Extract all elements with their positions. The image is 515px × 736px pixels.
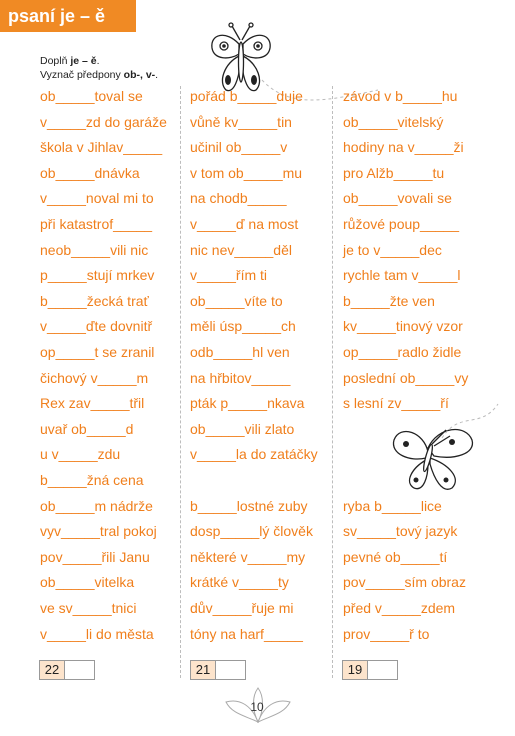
exercise-item: dův_____řuje mi [190,600,294,616]
exercise-item: kv_____tinový vzor [343,318,463,335]
exercise-item: pro Alžb_____tu [343,164,445,181]
exercise-item: pevné ob_____tí [343,548,448,565]
exercise-item: pořád b_____duje [190,88,303,104]
exercise-item: hodiny na v_____ži [343,139,464,156]
exercise-item: p_____stují mrkev [40,267,155,284]
instruction-line-1: Doplň je – ě. [40,55,100,67]
exercise-item: op_____t se zranil [40,344,155,360]
exercise-item: ob_____vitelský [343,113,444,130]
exercise-item: před v_____zdem [343,600,456,616]
exercise-item: pov_____sím obraz [343,574,466,591]
exercise-item: b_____lostné zuby [190,497,308,514]
exercise-item: krátké v_____ty [190,574,289,591]
exercise-item: ve sv_____tnici [40,600,137,616]
exercise-item: ob_____víte to [190,292,283,309]
score-input-box[interactable] [65,661,94,679]
exercise-item: odb_____hl ven [190,344,290,360]
exercise-item: s lesní zv_____ří [343,395,449,412]
column-divider-1 [180,86,181,678]
exercise-item: neob_____vili nic [40,241,149,258]
exercise-item: ob_____toval se [40,88,143,104]
exercise-item: op_____radlo židle [343,344,462,360]
exercise-item: měli úsp_____ch [190,318,296,335]
instructions [40,54,158,82]
chapter-title: psaní je – ě [0,0,136,32]
exercise-item: dosp_____lý člověk [190,523,313,540]
exercise-item: ob_____m nádrže [40,497,153,514]
exercise-item: v tom ob_____mu [190,164,303,181]
exercise-item: b_____žná cena [40,472,144,488]
exercise-item: sv_____tový jazyk [343,523,458,540]
exercise-item: růžové poup_____ [343,216,459,232]
exercise-item: nic nev_____děl [190,241,292,258]
exercise-item: rychle tam v_____l [343,267,461,284]
exercise-item: Rex zav_____třil [40,395,145,412]
exercise-item: poslední ob_____vy [343,369,469,386]
page-number: 10 [250,700,264,714]
exercise-item: prov_____ř to [343,625,430,642]
exercise-item: vyv_____tral pokoj [40,523,157,540]
column-divider-2 [332,86,333,678]
exercise-item: v_____ď na most [190,216,299,232]
exercise-item: učinil ob_____v [190,139,288,156]
score-total: 21 [191,661,216,679]
flight-path-line-2 [440,400,500,440]
exercise-item: v_____noval mi to [40,190,154,207]
exercise-item: závod v b_____hu [343,88,458,104]
exercise-item: v_____řím ti [190,267,268,284]
exercise-item: u v_____zdu [40,446,121,463]
score-box-column-2 [190,660,246,680]
exercise-item: tóny na harf_____ [190,625,303,642]
score-box-column-3 [342,660,398,680]
score-total: 19 [343,661,368,679]
exercise-item: ob_____vitelka [40,574,135,591]
score-input-box[interactable] [216,661,245,679]
exercise-item: b_____žecká trať [40,292,149,309]
exercise-item: v_____la do zatáčky [190,446,318,463]
exercise-item: pov_____řili Janu [40,548,150,565]
exercise-item: na hřbitov_____ [190,369,291,386]
exercise-item: v_____ďte dovnitř [40,318,153,335]
exercise-item: na chodb_____ [190,190,287,207]
exercise-item: ob_____dnávka [40,164,140,181]
exercise-item: je to v_____dec [343,241,442,258]
exercise-item: čichový v_____m [40,369,149,386]
exercise-item: v_____zd do garáže [40,113,167,130]
exercise-item: ob_____vovali se [343,190,452,207]
exercise-item: některé v_____my [190,548,306,565]
exercise-item: pták p_____nkava [190,395,305,412]
score-box-column-1 [39,660,95,680]
exercise-item: v_____li do města [40,625,154,642]
exercise-item: při katastrof_____ [40,216,153,232]
exercise-item: ryba b_____lice [343,497,442,514]
exercise-item: uvař ob_____d [40,420,134,437]
exercise-item: b_____žte ven [343,292,435,309]
instruction-line-2: Vyznač předpony ob-, v-. [40,69,159,81]
exercise-item: vůně kv_____tin [190,113,292,130]
score-input-box[interactable] [368,661,397,679]
score-total: 22 [40,661,65,679]
exercise-item: škola v Jihlav_____ [40,139,163,156]
exercise-item: ob_____vili zlato [190,420,295,437]
